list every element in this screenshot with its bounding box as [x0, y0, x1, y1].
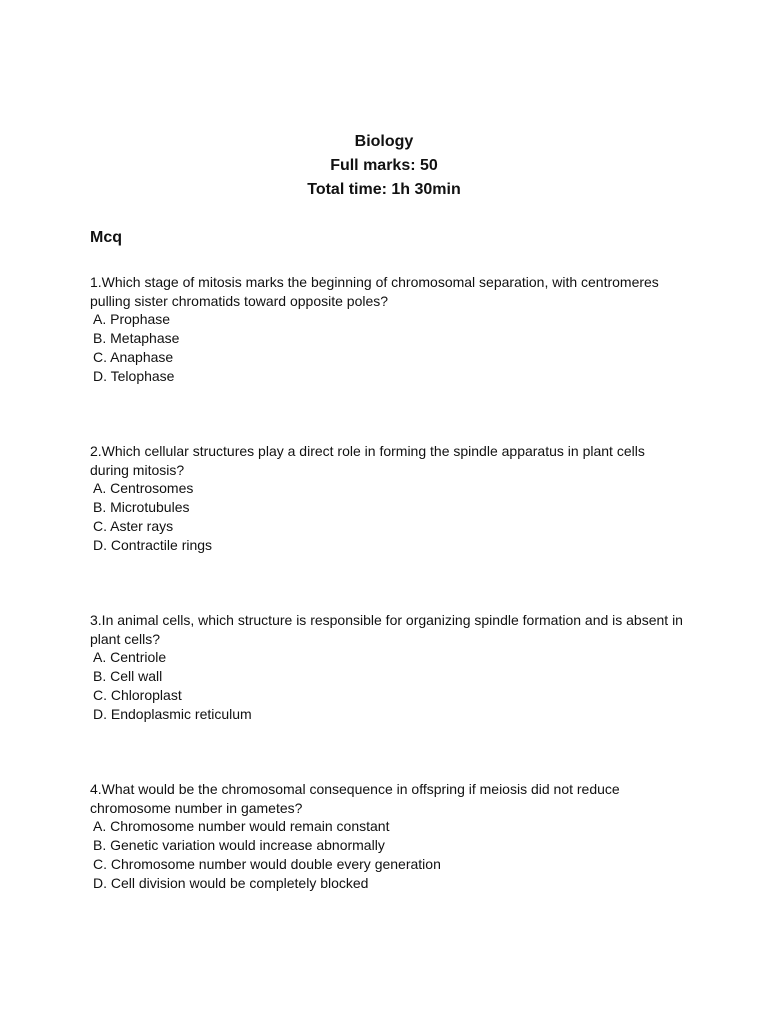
answer-option: C. Chloroplast	[93, 686, 182, 703]
answer-option: B. Cell wall	[93, 668, 163, 685]
answer-option: B. Microtubules	[93, 499, 190, 516]
answer-option: C. Anaphase	[93, 348, 174, 365]
answer-option: A. Prophase	[93, 311, 171, 328]
question-stem-line: 4.What would be the chromosomal consequence in offspring if meiosis did not reduce	[90, 781, 620, 797]
answer-option: C. Chromosome number would double every generation	[93, 855, 441, 872]
question-stem-line: 1.Which stage of mitosis marks the beginning of chromosomal separation, with centromeres	[90, 274, 659, 290]
answer-option: A. Centriole	[93, 649, 167, 666]
answer-option: D. Telophase	[93, 367, 175, 384]
question-block	[90, 273, 690, 385]
exam-total-time: Total time: 1h 30min	[307, 181, 461, 198]
answer-option: D. Endoplasmic reticulum	[93, 705, 252, 722]
answer-option: B. Metaphase	[93, 330, 180, 347]
answer-option: B. Genetic variation would increase abnormally	[93, 837, 385, 854]
exam-full-marks: Full marks: 50	[330, 157, 438, 174]
exam-subject-title: Biology	[354, 133, 414, 150]
question-stem-line: chromosome number in gametes?	[90, 799, 303, 816]
answer-option: A. Chromosome number would remain constant	[93, 818, 390, 835]
question-stem-line: 3.In animal cells, which structure is responsible for organizing spindle formation and is absent in	[90, 612, 683, 628]
question-block	[90, 442, 690, 554]
answer-option: D. Cell division would be completely blocked	[93, 874, 369, 891]
section-heading-mcq: Mcq	[90, 229, 122, 246]
answer-option: D. Contractile rings	[93, 536, 213, 553]
question-stem-line: pulling sister chromatids toward opposite poles?	[90, 292, 389, 309]
question-block	[90, 611, 690, 723]
question-stem-line: 2.Which cellular structures play a direct role in forming the spindle apparatus in plant cells	[90, 443, 645, 459]
answer-option: C. Aster rays	[93, 517, 174, 534]
exam-header	[0, 130, 768, 202]
question-stem-line: during mitosis?	[90, 461, 185, 478]
answer-option: A. Centrosomes	[93, 480, 194, 497]
question-stem-line: plant cells?	[90, 630, 161, 647]
question-block	[90, 780, 690, 892]
